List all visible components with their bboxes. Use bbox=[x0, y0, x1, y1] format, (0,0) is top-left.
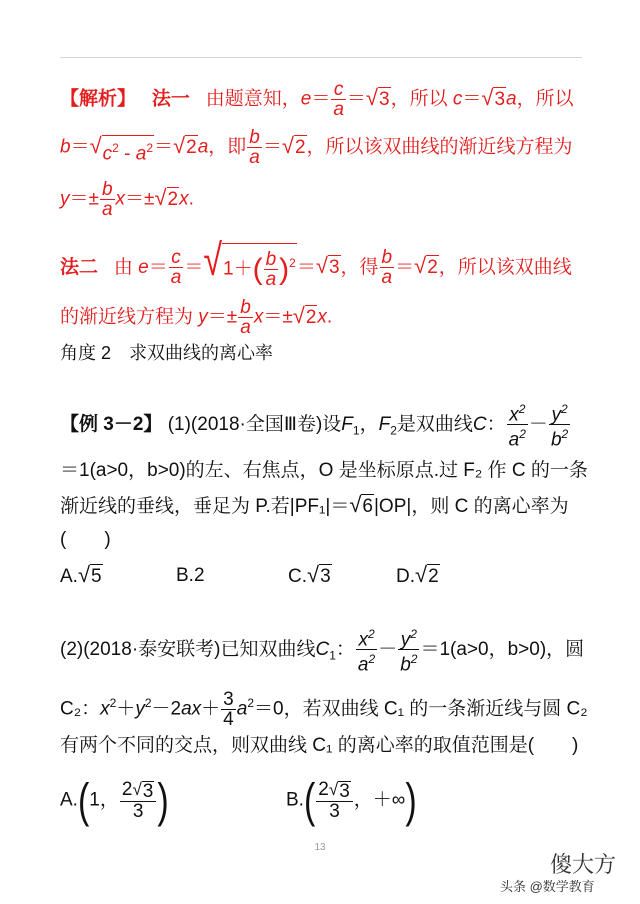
analysis-line-5: 的渐近线方程为 y＝± $\frac{b}{a}$ x＝± √ 2 x. bbox=[60, 297, 333, 338]
watermark-brand: 傻大方 bbox=[550, 853, 617, 878]
watermark-source: 头条 @数学教育 bbox=[500, 879, 595, 894]
p1-mid: 是双曲线 bbox=[396, 413, 473, 435]
part2-line-3: 有两个不同的交点，则双曲线 C₁ 的离心率的取值范围是( ) bbox=[60, 735, 579, 756]
answer-blank: ( ) bbox=[60, 529, 111, 550]
p1-line3-a: 渐近线的垂线，垂足为 P.若|PF₁|＝ bbox=[60, 496, 350, 517]
part2-option-b: B.( 2 √ 3 3 ，＋∞) bbox=[286, 773, 417, 828]
option-b: B.2 bbox=[176, 565, 205, 586]
m1-so2: ，所以 bbox=[516, 88, 574, 110]
example-line-3: 渐近线的垂线，垂足为 P.若|PF₁|＝ √ 6 |OP|，则 C 的离心率为 bbox=[60, 492, 569, 517]
p2-eq-tail: ＝0，若双曲线 C₁ 的一条渐近线与圆 C₂ bbox=[254, 698, 588, 720]
section-heading: 角度 2 求双曲线的离心率 bbox=[60, 343, 274, 363]
analysis-tag: 【解析】 bbox=[60, 88, 137, 110]
example-line-1: 【例 3－2】 (1)(2018·全国Ⅲ卷)设$F_1$，$F_2$是双曲线C： $\frac{x^2}{a^2}$ － $\frac{y^2}{b^2}$ bbox=[60, 402, 569, 451]
p1-line3-b: |OP|，则 C 的离心率为 bbox=[374, 496, 569, 517]
option-d: D. √ 2 bbox=[396, 562, 439, 587]
m2-get: ，得 bbox=[340, 257, 379, 278]
option-c: C. √ 3 bbox=[288, 562, 331, 587]
analysis-line-3: y＝± $\frac{b}{a}$ x＝± √ 2 x. bbox=[60, 179, 194, 220]
p1-intro: (1)(2018·全国Ⅲ卷)设 bbox=[167, 413, 342, 435]
example-line-2: ＝1(a>0，b>0)的左、右焦点，O 是坐标原点.过 F₂ 作 C 的一条 bbox=[60, 460, 588, 481]
analysis-line-1: 【解析】 法一 由题意知，e＝ $\frac{c}{a}$ ＝ √ 3 ，所以 c＝ √ 3 a，所以 bbox=[60, 79, 574, 120]
p2-c2: C₂： bbox=[60, 698, 101, 720]
method2-label: 法二 bbox=[60, 257, 99, 278]
example-tag: 【例 3－2】 bbox=[60, 413, 163, 435]
m2-intro: 由 bbox=[113, 257, 133, 278]
p2-cond: ＝1(a>0，b>0)，圆 bbox=[420, 638, 585, 660]
part2-option-a: A.(1， 2 √ 3 3 ) bbox=[60, 773, 169, 828]
m2-line2: 的渐近线方程为 bbox=[60, 306, 194, 328]
part2-line-1: (2)(2018·泰安联考)已知双曲线$C_1$： $\frac{x^2}{a^2}$ － $\frac{y^2}{b^2}$ ＝1(a>0，b>0)，圆 bbox=[60, 627, 585, 676]
m1-so1: ，所以 bbox=[390, 88, 448, 110]
m1-intro: 由题意知， bbox=[205, 88, 301, 110]
m1-tail: ，所以该双曲线的渐近线方程为 bbox=[306, 136, 573, 158]
part2-line-2: C₂：$x^2+y^2-2ax+$ $\frac{3}{4}$ $a^2=0$，若双曲线 C₁ 的一条渐近线与圆 C₂ bbox=[60, 689, 588, 730]
analysis-line-2: b＝ √ $c^2 - a^2$ ＝ √ 2 a，即 $\frac{b}{a}$ ＝ √ 2 ，所以该双曲线的渐近线方程为 bbox=[60, 127, 573, 168]
method1-label: 法一 bbox=[151, 88, 190, 110]
option-a: A. √ 5 bbox=[60, 562, 102, 587]
analysis-line-4: 法二 由 e＝ $\frac{c}{a}$ ＝ √ 1＋( $\frac{b}{a}$ )$^2$ ＝ √ 3 ，得 $\frac{b}{a}$ ＝ √ 2 ，所以该双曲线 bbox=[60, 236, 572, 290]
top-divider bbox=[60, 57, 582, 58]
page-number: 13 bbox=[314, 842, 326, 853]
p2-intro: (2)(2018·泰安联考)已知双曲线 bbox=[60, 638, 316, 660]
m2-tail: ，所以该双曲线 bbox=[438, 257, 572, 278]
m1-then: ，即 bbox=[208, 136, 247, 158]
